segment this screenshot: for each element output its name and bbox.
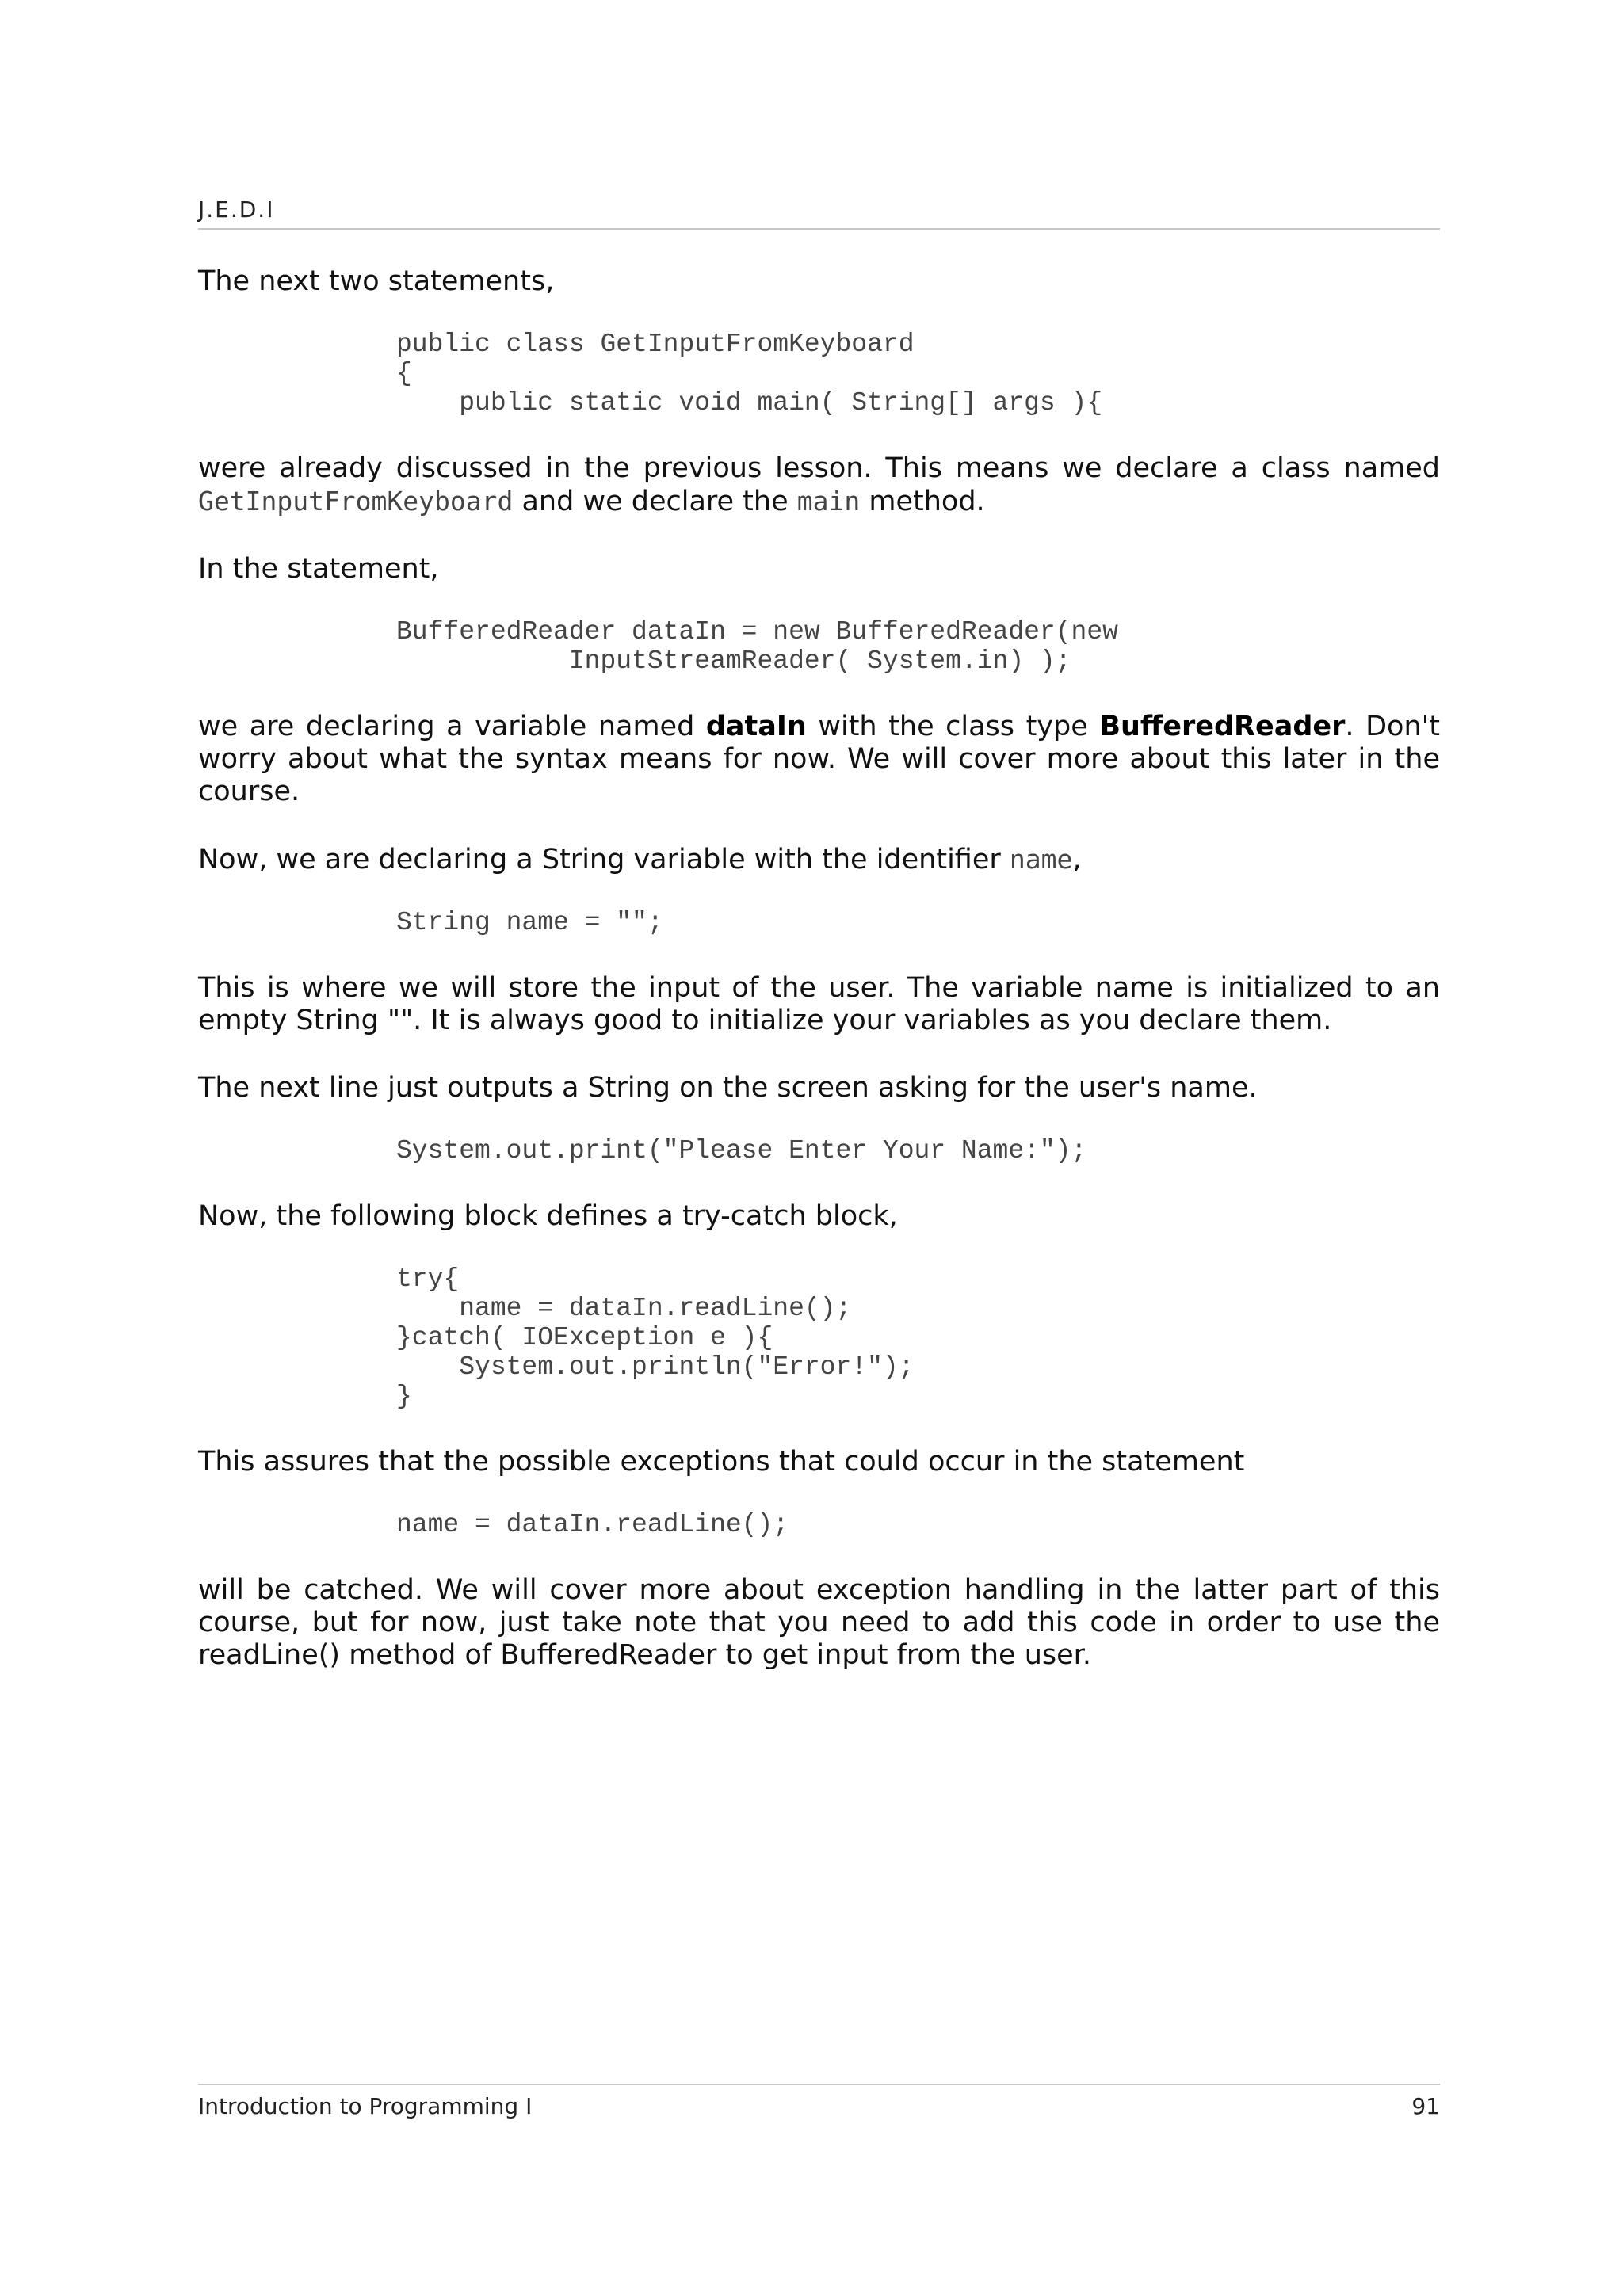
inline-code-main: main [796, 486, 861, 517]
paragraph-previous-lesson [198, 452, 1440, 518]
paragraph-statement: In the statement, [198, 553, 439, 585]
page-number: 91 [1411, 2093, 1440, 2119]
paragraph-intro: The next two statements, [198, 265, 555, 297]
text-span: . Don't worry about what the syntax means for now. We will cover more about this later in the course. [198, 711, 1440, 807]
paragraph-assures: This assures that the possible exceptions that could occur in the statement [198, 1446, 1245, 1478]
paragraph-string-variable [198, 843, 1440, 876]
text-span: were already discussed in the previous lesson. This means we declare a class named [198, 452, 1440, 484]
paragraph-try-catch: Now, the following block defines a try-catch block, [198, 1200, 898, 1232]
page-header [198, 196, 1440, 230]
paragraph-next-line: The next line just outputs a String on the screen asking for the user's name. [198, 1072, 1258, 1104]
code-block-bufferedreader: BufferedReader dataIn = new BufferedReader(new InputStreamReader( System.in) ); [396, 617, 1118, 676]
inline-code-name: name [1009, 844, 1073, 875]
paragraph-datain [198, 711, 1440, 808]
code-block-readline: name = dataIn.readLine(); [396, 1510, 789, 1539]
code-block-string-name: String name = ""; [396, 908, 663, 937]
text-span: method. [860, 486, 985, 517]
text-span: with the class type [806, 711, 1100, 742]
inline-code-classname: GetInputFromKeyboard [198, 486, 514, 517]
footer-title: Introduction to Programming I [198, 2093, 533, 2119]
code-block-print: System.out.print("Please Enter Your Name:"); [396, 1136, 1087, 1165]
text-span: Now, we are declaring a String variable with the identifier [198, 844, 1010, 875]
text-span: and we declare the [513, 486, 797, 517]
page-footer [198, 2084, 1440, 2125]
paragraph-store-input: This is where we will store the input of the user. The variable name is initialized to an empty String "". It is always good to initialize your variables as you declare them. [198, 972, 1440, 1036]
text-span: , [1072, 844, 1082, 875]
paragraph-catched: will be catched. We will cover more about exception handling in the latter part of this course, but for now, just take note that you need to add this code in order to use the readLine() method of BufferedReader to get input from the user. [198, 1574, 1440, 1671]
text-span: we are declaring a variable named [198, 711, 706, 742]
bold-datain: dataIn [705, 711, 807, 742]
code-block-try-catch: try{ name = dataIn.readLine(); }catch( IOException e ){ System.out.println("Error!"); } [396, 1264, 915, 1411]
page-content [198, 265, 1440, 1672]
code-block-class-declaration: public class GetInputFromKeyboard { public static void main( String[] args ){ [396, 330, 1103, 418]
bold-bufferedreader: BufferedReader [1099, 711, 1346, 742]
header-title: J.E.D.I [198, 196, 275, 223]
